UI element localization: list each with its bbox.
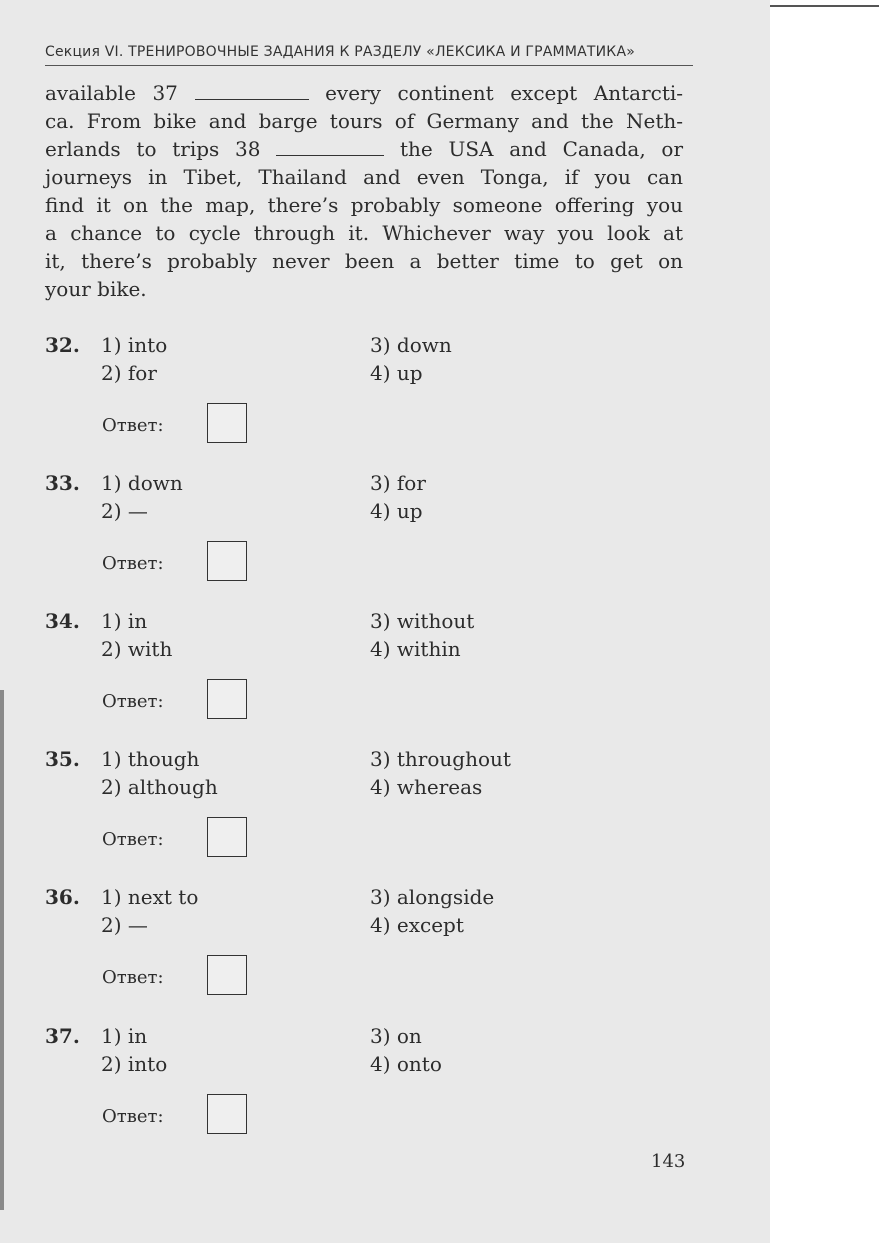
option-2: 2) with [101,637,173,661]
section-header: Секция VI. ТРЕНИРОВОЧНЫЕ ЗАДАНИЯ К РАЗДЕЛУ «ЛЕКСИКА И ГРАММАТИКА» [45,44,635,60]
passage-text: available 37 [45,81,178,105]
option-4: 4) up [370,499,423,523]
option-1: 1) down [101,471,183,495]
option-4: 4) up [370,361,423,385]
answer-label: Ответ: [102,1106,164,1127]
answer-box-32[interactable] [207,403,247,443]
gap-38-blank [276,137,384,156]
passage-text: every continent except Antarcti- [325,81,684,105]
option-4: 4) within [370,637,461,661]
page-number: 143 [651,1151,686,1172]
question-number: 34. [45,609,80,633]
option-1: 1) in [101,609,148,633]
passage-line-7: it, there’s probably never been a better time to get on [45,249,683,273]
question-32 [45,333,645,463]
option-4: 4) whereas [370,775,483,799]
page-binding-edge [0,690,4,1210]
answer-label: Ответ: [102,829,164,850]
option-2: 2) — [101,913,148,937]
question-34 [45,609,645,739]
option-2: 2) into [101,1052,168,1076]
question-33 [45,471,645,601]
reading-passage [45,79,683,303]
passage-line-5: find it on the map, there’s probably someone offering you [45,193,683,217]
question-number: 32. [45,333,80,357]
answer-box-35[interactable] [207,817,247,857]
gap-37-blank [195,81,309,100]
option-1: 1) into [101,333,168,357]
option-2: 2) for [101,361,157,385]
option-3: 3) without [370,609,475,633]
passage-line-8: your bike. [45,277,147,301]
option-3: 3) alongside [370,885,495,909]
option-2: 2) — [101,499,148,523]
option-3: 3) down [370,333,452,357]
answer-label: Ответ: [102,553,164,574]
passage-line-6: a chance to cycle through it. Whichever way you look at [45,221,683,245]
passage-line-1 [45,79,683,107]
option-1: 1) next to [101,885,199,909]
passage-line-4: journeys in Tibet, Thailand and even Tonga, if you can [45,165,683,189]
question-number: 37. [45,1024,80,1048]
answer-label: Ответ: [102,967,164,988]
passage-text: erlands to trips 38 [45,137,261,161]
question-37 [45,1024,645,1154]
scan-margin [770,0,879,1243]
question-36 [45,885,645,1015]
passage-line-2: ca. From bike and barge tours of Germany and the Neth- [45,109,683,133]
answer-box-37[interactable] [207,1094,247,1134]
option-3: 3) on [370,1024,422,1048]
answer-label: Ответ: [102,415,164,436]
question-number: 36. [45,885,80,909]
answer-box-34[interactable] [207,679,247,719]
header-rule [45,65,693,66]
option-4: 4) except [370,913,464,937]
option-3: 3) throughout [370,747,511,771]
option-4: 4) onto [370,1052,442,1076]
scan-edge-line [770,5,879,7]
option-2: 2) although [101,775,218,799]
answer-box-36[interactable] [207,955,247,995]
question-35 [45,747,645,877]
passage-line-3 [45,135,683,163]
option-3: 3) for [370,471,426,495]
question-number: 33. [45,471,80,495]
option-1: 1) in [101,1024,148,1048]
option-1: 1) though [101,747,200,771]
passage-text: the USA and Canada, or [399,137,684,161]
question-number: 35. [45,747,80,771]
answer-box-33[interactable] [207,541,247,581]
answer-label: Ответ: [102,691,164,712]
